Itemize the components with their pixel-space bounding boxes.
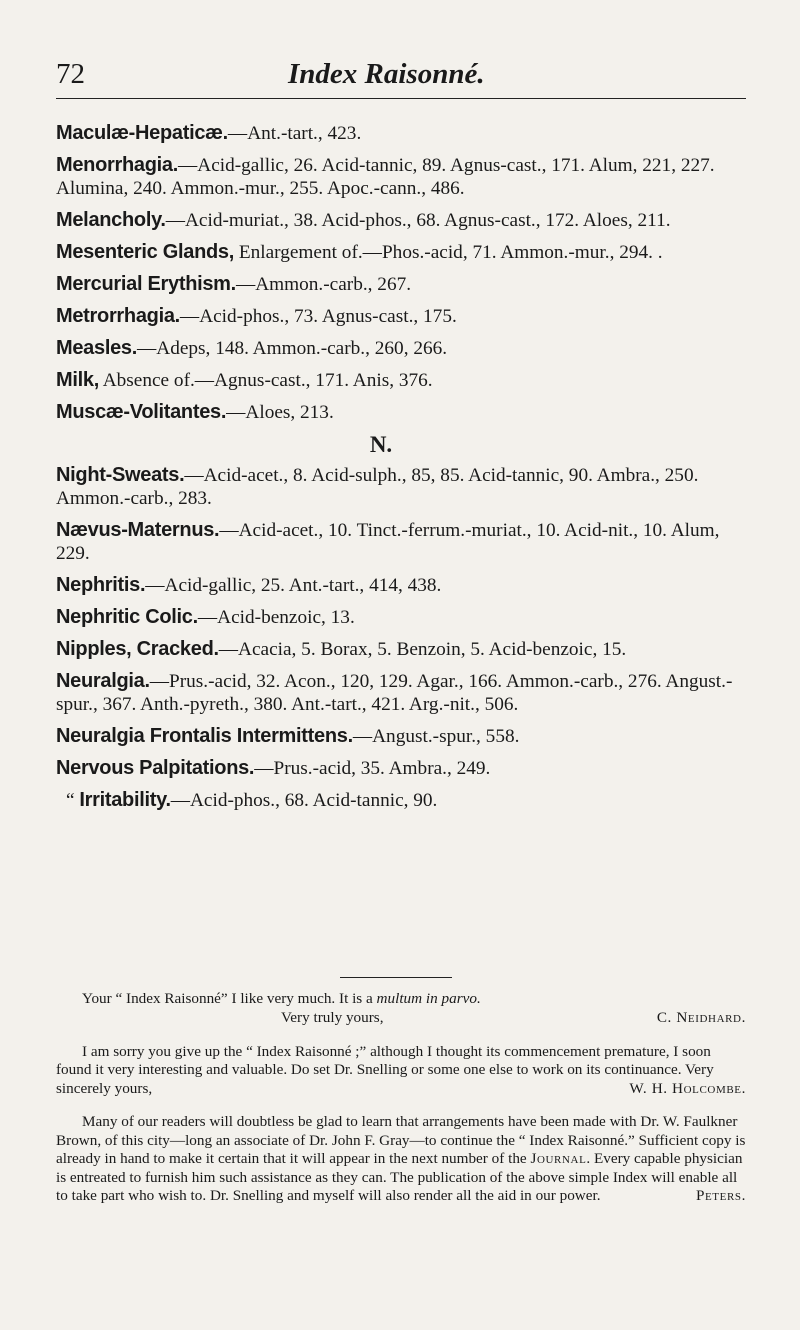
index-entry: [56, 606, 746, 629]
entries-m: [56, 122, 746, 424]
entry-references: —Acid-benzoic, 13.: [197, 607, 355, 628]
editorial-note: [56, 1113, 746, 1206]
entry-term: Neuralgia.: [56, 670, 150, 692]
entry-term: Melancholy.: [56, 209, 166, 231]
entry-references: Absence of.—Agnus-cast., 171. Anis, 376.: [98, 370, 433, 391]
index-entry: [56, 574, 746, 597]
entry-term: Nipples, Cracked.: [56, 638, 219, 660]
running-title: Index Raisonné.: [288, 58, 485, 90]
entry-term: Nævus-Maternus.: [56, 519, 220, 541]
journal-name: Journal: [530, 1150, 587, 1167]
letter-italic: multum in parvo.: [376, 990, 481, 1007]
letter-text: Your “ Index Raisonné” I like very much. It is a: [82, 990, 377, 1007]
entry-references: —Acid-phos., 68. Acid-tannic, 90.: [170, 790, 438, 811]
entry-references: —Acid-gallic, 25. Ant.-tart., 414, 438.: [145, 575, 442, 596]
entry-term: Metrorrhagia.: [56, 305, 180, 327]
entry-references: —Angust.-spur., 558.: [352, 726, 520, 747]
index-entry: [56, 638, 746, 661]
letter-signature: C. Neidhard.: [656, 1008, 746, 1026]
ditto-mark: “: [66, 790, 75, 811]
entry-term: Muscæ-Volitantes.: [56, 401, 227, 423]
note-text: . Every capable physician is entreated to furnish him such assistance as they can. The publication of the above simple Index will enable all to take part who wish to. Dr. Snelling and myself will also render all the aid in our power.: [56, 1150, 743, 1204]
entry-references: —Acid-acet., 10. Tinct.-ferrum.-muriat., 10. Acid-nit., 10. Alum, 229.: [56, 520, 720, 564]
entries-n: [56, 464, 746, 812]
entry-term: Measles.: [56, 337, 137, 359]
entry-references: —Acacia, 5. Borax, 5. Benzoin, 5. Acid-benzoic, 15.: [218, 639, 627, 660]
entry-term: Nervous Palpitations.: [56, 757, 255, 779]
letter-text: I am sorry you give up the “ Index Raisonné ;” although I thought its commencement premature, I soon found it very interesting and valuable. Do set Dr. Snelling or some one else to work on its continuance. Very sincerely yours,: [56, 1042, 714, 1097]
divider-rule: [340, 977, 452, 978]
entry-references: —Adeps, 148. Ammon.-carb., 260, 266.: [137, 338, 448, 359]
entry-references: —Prus.-acid, 32. Acon., 120, 129. Agar., 166. Ammon.-carb., 276. Angust.-spur., 367. Anth.-pyreth., 380. Ant.-tart., 421. Arg.-nit., 506.: [56, 671, 733, 715]
letter-closing: Very truly yours,: [281, 1008, 384, 1026]
letter-signature: W. H. Holcombe.: [629, 1079, 746, 1097]
index-entry: [56, 670, 746, 716]
index-entry: [56, 209, 746, 232]
index-entry: [56, 154, 746, 200]
entry-term: Mesenteric Glands,: [56, 241, 234, 263]
letter-holcombe: [56, 1043, 746, 1099]
index-entry: [56, 122, 746, 145]
page-number: 72: [56, 58, 85, 90]
index-entry: [56, 273, 746, 296]
entry-references: —Acid-muriat., 38. Acid-phos., 68. Agnus-cast., 172. Aloes, 211.: [165, 210, 671, 231]
entry-references: —Ammon.-carb., 267.: [235, 274, 412, 295]
note-signature: Peters.: [695, 1187, 746, 1204]
index-entry: [56, 757, 746, 780]
section-letter: N.: [369, 432, 393, 457]
index-entry: [56, 305, 746, 328]
entry-term: Nephritis.: [56, 574, 146, 596]
entry-references: —Ant.-tart., 423.: [227, 123, 362, 144]
index-entry: [56, 401, 746, 424]
entry-term: Neuralgia Frontalis Intermittens.: [56, 725, 353, 747]
entry-references: —Acid-gallic, 26. Acid-tannic, 89. Agnus-cast., 171. Alum, 221, 227. Alumina, 240. Ammon.-mur., 255. Apoc.-cann., 486.: [56, 155, 715, 199]
entry-references: —Acid-phos., 73. Agnus-cast., 175.: [179, 306, 457, 327]
entry-references: —Prus.-acid, 35. Ambra., 249.: [254, 758, 491, 779]
index-entry: [56, 241, 746, 264]
entry-references: —Acid-acet., 8. Acid-sulph., 85, 85. Acid-tannic, 90. Ambra., 250. Ammon.-carb., 283.: [56, 465, 699, 509]
note-text: Many of our readers will doubtless be glad to learn that arrangements have been made with Dr. W. Faulkner Brown, of this city—long an associate of Dr. John F. Gray—to continue the “ Index Raisonné.” Sufficient copy is already in hand to make it certain that it will appear in the next number of the: [56, 1113, 746, 1167]
entry-term: Menorrhagia.: [56, 154, 178, 176]
letter-neidhard: [56, 990, 746, 1028]
index-entry: [56, 464, 746, 510]
correspondence: [56, 990, 746, 1221]
entry-term: Irritability.: [79, 789, 171, 811]
page-header: [56, 58, 746, 99]
index-entry: [56, 519, 746, 565]
index-entry: [56, 725, 746, 748]
entry-references: Enlargement of.—Phos.-acid, 71. Ammon.-mur., 294. .: [234, 242, 663, 263]
index-entries: [56, 122, 746, 821]
index-entry: [56, 369, 746, 392]
entry-term: Night-Sweats.: [56, 464, 185, 486]
entry-term: Milk,: [56, 369, 99, 391]
entry-term: Maculæ-Hepaticæ.: [56, 122, 228, 144]
entry-references: —Aloes, 213.: [226, 402, 334, 423]
entry-term: Nephritic Colic.: [56, 606, 198, 628]
index-entry: [56, 789, 746, 812]
entry-term: Mercurial Erythism.: [56, 273, 236, 295]
index-entry: [56, 337, 746, 360]
